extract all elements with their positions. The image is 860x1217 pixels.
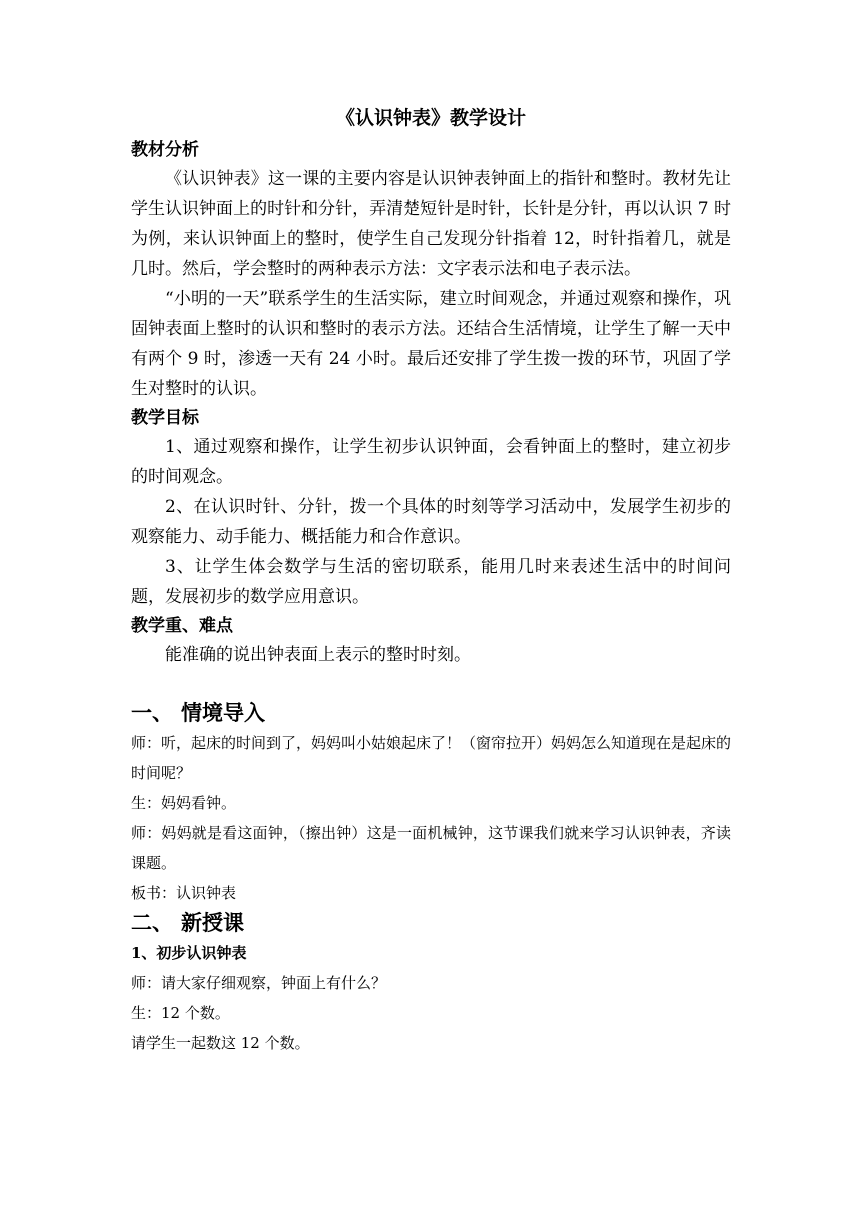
- subsection-heading: 1、初步认识钟表: [131, 944, 247, 962]
- goal-item: 1、通过观察和操作，让学生初步认识钟面，会看钟面上的整时，建立初步的时间观念。: [131, 437, 731, 487]
- analysis-paragraph: “小明的一天”联系学生的生活实际，建立时间观念，并通过观察和操作，巩固钟表面上整时的认识和整时的表示方法。还结合生活情境，让学生了解一天中有两个 9 时，渗透一天有 24 小时。最后还安排了学生拨一拨的环节，巩固了学生对整时的认识。: [131, 289, 731, 399]
- goals-heading: 教学目标: [131, 408, 199, 428]
- document-body: [131, 104, 731, 1058]
- section-heading-new-lesson: [131, 908, 731, 938]
- section-number: 一、: [131, 700, 173, 725]
- dialog-line: 板书：认识钟表: [131, 884, 237, 902]
- section-title: 情境导入: [181, 700, 265, 725]
- section-heading-intro: [131, 698, 731, 728]
- goal-item: 3、让学生体会数学与生活的密切联系，能用几时来表述生活中的时间问题，发展初步的数学应用意识。: [131, 557, 731, 607]
- goal-item: 2、在认识时针、分针，拨一个具体的时刻等学习活动中，发展学生初步的观察能力、动手能力、概括能力和合作意识。: [131, 497, 731, 547]
- key-points-text: 能准确的说出钟表面上表示的整时时刻。: [165, 645, 471, 665]
- dialog-line: 师：听，起床的时间到了，妈妈叫小姑娘起床了！（窗帘拉开）妈妈怎么知道现在是起床的时间呢？: [131, 734, 732, 782]
- document-title: 《认识钟表》教学设计: [335, 107, 526, 129]
- dialog-line: 请学生一起数这 12 个数。: [131, 1034, 310, 1052]
- analysis-paragraph: 《认识钟表》这一课的主要内容是认识钟表钟面上的指针和整时。教材先让学生认识钟面上的时针和分针，弄清楚短针是时针，长针是分针，再以认识 7 时为例，来认识钟面上的整时，使学生自己发现分针指着 12，时针指着几，就是几时。然后，学会整时的两种表示方法：文字表示法和电子表示法。: [131, 169, 731, 279]
- key-points-heading: 教学重、难点: [131, 616, 233, 636]
- spacer: [131, 670, 731, 698]
- dialog-line: 生：12 个数。: [131, 1004, 230, 1022]
- dialog-line: 生：妈妈看钟。: [131, 794, 237, 812]
- section-number: 二、: [131, 910, 173, 935]
- section-title: 新授课: [181, 910, 244, 935]
- dialog-line: 师：请大家仔细观察，钟面上有什么？: [131, 974, 387, 992]
- dialog-line: 师：妈妈就是看这面钟，（擦出钟）这是一面机械钟，这节课我们就来学习认识钟表，齐读课题。: [131, 824, 731, 872]
- analysis-heading: 教材分析: [131, 140, 199, 160]
